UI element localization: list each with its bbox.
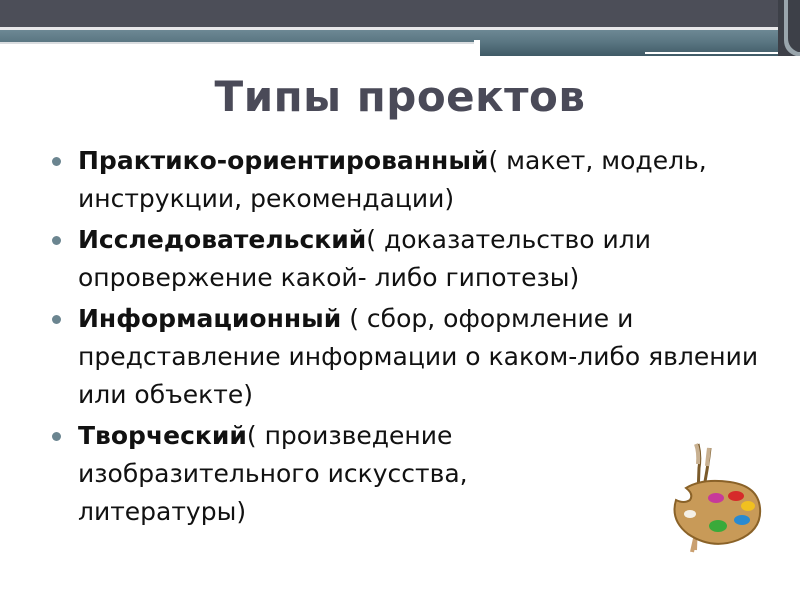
project-type-description: ( произведение изобразительного искусства, литературы) xyxy=(78,421,468,526)
project-type-description: ( макет, модель, инструкции, рекомендации) xyxy=(78,146,707,213)
header-band-notch xyxy=(474,40,480,58)
list-item xyxy=(52,417,578,531)
project-type-name: Информационный xyxy=(78,304,342,333)
project-type-name: Исследовательский xyxy=(78,225,367,254)
project-type-name: Практико-ориентированный xyxy=(78,146,489,175)
slide-title: Типы проектов xyxy=(214,72,586,121)
header-band-divider xyxy=(0,42,474,44)
list-item xyxy=(52,300,778,414)
list-item xyxy=(52,142,768,218)
project-type-name: Творческий xyxy=(78,421,247,450)
project-types-list xyxy=(52,142,759,534)
paint-palette-icon xyxy=(668,442,768,554)
bullet-dot-icon xyxy=(52,157,61,166)
list-item xyxy=(52,221,738,297)
bullet-dot-icon xyxy=(52,315,61,324)
bullet-dot-icon xyxy=(52,236,61,245)
bullet-dot-icon xyxy=(52,432,61,441)
corner-curl-decoration xyxy=(778,0,800,56)
project-type-description: ( сбор, оформление и представление информации о каком-либо явлении или объекте) xyxy=(78,304,759,409)
header-band-teal xyxy=(0,30,800,42)
header-band-dark xyxy=(0,0,800,27)
header-band-divider-right xyxy=(645,52,800,54)
project-type-description: ( доказательство или опровержение какой- либо гипотезы) xyxy=(78,225,652,292)
